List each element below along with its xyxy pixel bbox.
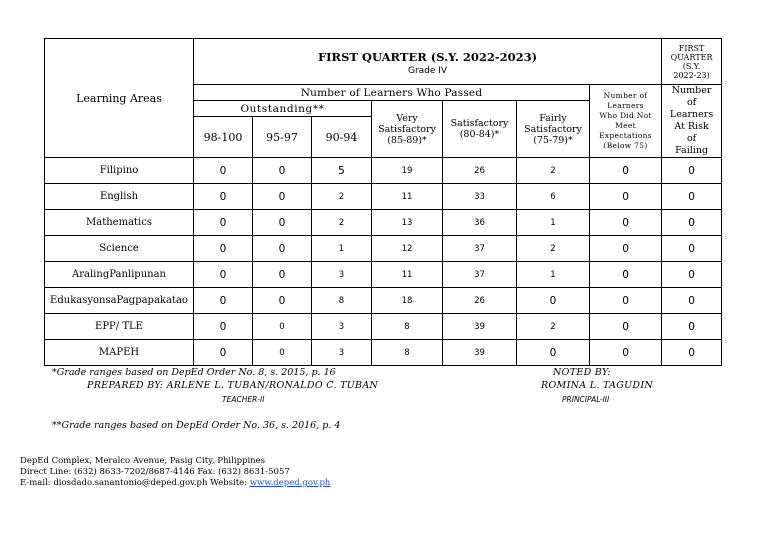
footnote-deped-order-8: *Grade ranges based on DepEd Order No. 8, s. 2015, p. 16	[52, 367, 336, 378]
count-cell: 0	[590, 184, 662, 210]
band-header-98-100: 98-100	[194, 117, 253, 158]
count-cell: 0	[590, 158, 662, 184]
side-quarter-header	[662, 39, 722, 85]
noted-by-role: PRINCIPAL-III	[562, 395, 610, 404]
learning-area-name: EPP/ TLE	[45, 314, 194, 340]
count-cell: 0	[194, 314, 253, 340]
count-cell: 0	[253, 262, 312, 288]
count-cell: 33	[443, 184, 517, 210]
band-header-90-94: 90-94	[312, 117, 372, 158]
learning-area-name: AralingPanlipunan	[45, 262, 194, 288]
header-line: Satisfactory	[378, 123, 436, 135]
count-cell: 5	[312, 158, 372, 184]
learning-area-name: English	[45, 184, 194, 210]
phone-line: Direct Line: (632) 8633-7202/8687-4146 Fax: (632) 8631-5057	[20, 467, 290, 477]
count-cell: 2	[312, 184, 372, 210]
count-cell: 0	[662, 314, 722, 340]
table-row	[45, 158, 722, 184]
count-cell: 8	[312, 288, 372, 314]
count-cell: 1	[517, 262, 590, 288]
header-line: Fairly	[539, 112, 567, 124]
side-header-line: FIRST	[678, 43, 705, 53]
email-text: E-mail: diosdado.sanantonio@deped.gov.ph Website:	[20, 478, 250, 488]
very-satisfactory-header	[372, 101, 443, 158]
count-cell: 0	[253, 210, 312, 236]
header-line: Satisfactory	[524, 123, 582, 135]
header-line: Who Did Not	[599, 111, 652, 120]
learning-area-name: Filipino	[45, 158, 194, 184]
count-cell: 39	[443, 340, 517, 366]
count-cell: 0	[194, 184, 253, 210]
header-line: Number	[671, 85, 712, 96]
header-line: Expectations	[599, 131, 652, 140]
count-cell: 0	[253, 340, 312, 366]
header-line: of	[686, 133, 697, 144]
count-cell: 37	[443, 262, 517, 288]
header-line: Satisfactory	[450, 118, 509, 129]
band-header-95-97: 95-97	[253, 117, 312, 158]
count-cell: 0	[662, 158, 722, 184]
contact-block	[20, 456, 330, 489]
at-risk-header	[662, 85, 722, 158]
count-cell: 0	[517, 340, 590, 366]
footnote-deped-order-36: **Grade ranges based on DepEd Order No. 36, s. 2016, p. 4	[52, 420, 341, 431]
learners-summary-table	[44, 38, 722, 366]
count-cell: 11	[372, 184, 443, 210]
count-cell: 0	[194, 262, 253, 288]
count-cell: 1	[517, 210, 590, 236]
satisfactory-header	[443, 101, 517, 158]
count-cell: 36	[443, 210, 517, 236]
count-cell: 0	[590, 288, 662, 314]
count-cell: 0	[590, 210, 662, 236]
count-cell: 13	[372, 210, 443, 236]
count-cell: 0	[662, 340, 722, 366]
count-cell: 26	[443, 288, 517, 314]
count-cell: 8	[372, 340, 443, 366]
fairly-satisfactory-header	[517, 101, 590, 158]
table-row	[45, 262, 722, 288]
quarter-title-cell	[194, 39, 662, 85]
count-cell: 0	[662, 210, 722, 236]
learning-area-name: Mathematics	[45, 210, 194, 236]
quarter-title: FIRST QUARTER (S.Y. 2022-2023)	[317, 49, 538, 64]
table-body	[45, 158, 722, 366]
count-cell: 3	[312, 340, 372, 366]
learners-passed-header: Number of Learners Who Passed	[194, 85, 590, 101]
count-cell: 0	[517, 288, 590, 314]
count-cell: 0	[253, 314, 312, 340]
count-cell: 11	[372, 262, 443, 288]
count-cell: 3	[312, 314, 372, 340]
table-row	[45, 184, 722, 210]
learning-areas-header: Learning Areas	[45, 39, 194, 158]
header-line: Learners	[607, 101, 644, 110]
count-cell: 0	[662, 288, 722, 314]
count-cell: 1	[312, 236, 372, 262]
count-cell: 0	[662, 236, 722, 262]
learning-area-name: EdukasyonsaPagpapakatao	[45, 288, 194, 314]
count-cell: 2	[517, 158, 590, 184]
count-cell: 6	[517, 184, 590, 210]
website-link[interactable]: www.deped.gov.ph	[249, 478, 331, 488]
outstanding-header: Outstanding**	[194, 101, 372, 117]
count-cell: 0	[662, 184, 722, 210]
count-cell: 37	[443, 236, 517, 262]
grade-level: Grade IV	[407, 65, 448, 76]
header-line: (80-84)*	[459, 129, 500, 140]
count-cell: 0	[194, 288, 253, 314]
header-line: Meet	[615, 121, 636, 130]
count-cell: 0	[662, 262, 722, 288]
count-cell: 0	[194, 158, 253, 184]
header-line: Failing	[675, 145, 709, 156]
count-cell: 0	[253, 184, 312, 210]
side-header-line: QUARTER	[670, 52, 713, 62]
count-cell: 0	[590, 236, 662, 262]
did-not-meet-header	[590, 85, 662, 158]
header-line: (75-79)*	[533, 134, 573, 146]
count-cell: 0	[194, 210, 253, 236]
count-cell: 39	[443, 314, 517, 340]
header-line: Very	[396, 112, 418, 124]
address-line: DepEd Complex, Meralco Avenue, Pasig City, Philippines	[20, 456, 266, 466]
count-cell: 2	[312, 210, 372, 236]
count-cell: 0	[590, 262, 662, 288]
prepared-by-role: TEACHER-II	[222, 395, 265, 404]
count-cell: 0	[253, 288, 312, 314]
table-row	[45, 236, 722, 262]
count-cell: 8	[372, 314, 443, 340]
count-cell: 0	[590, 314, 662, 340]
noted-by-label: NOTED BY:	[553, 367, 611, 378]
table-row	[45, 340, 722, 366]
count-cell: 12	[372, 236, 443, 262]
count-cell: 18	[372, 288, 443, 314]
count-cell: 0	[590, 340, 662, 366]
header-line: At Risk	[674, 121, 709, 132]
noted-by-name: ROMINA L. TAGUDIN	[541, 380, 654, 391]
header-line: (85-89)*	[387, 134, 427, 146]
count-cell: 2	[517, 314, 590, 340]
email-line	[20, 478, 330, 489]
count-cell: 0	[194, 340, 253, 366]
count-cell: 0	[253, 158, 312, 184]
prepared-by: PREPARED BY: ARLENE L. TUBAN/RONALDO C. TUBAN	[87, 380, 379, 391]
count-cell: 0	[194, 236, 253, 262]
header-line: (Below 75)	[603, 141, 648, 150]
learning-area-name: Science	[45, 236, 194, 262]
header-line: Learners	[669, 109, 714, 120]
header-line: Number of	[603, 91, 648, 100]
table-row	[45, 288, 722, 314]
header-line: of	[686, 97, 697, 108]
side-header-line: 2022-23)	[673, 70, 710, 80]
count-cell: 26	[443, 158, 517, 184]
count-cell: 0	[253, 236, 312, 262]
count-cell: 3	[312, 262, 372, 288]
side-header-line: (S.Y.	[682, 61, 701, 71]
table-row	[45, 314, 722, 340]
count-cell: 2	[517, 236, 590, 262]
learning-area-name: MAPEH	[45, 340, 194, 366]
count-cell: 19	[372, 158, 443, 184]
table-row	[45, 210, 722, 236]
